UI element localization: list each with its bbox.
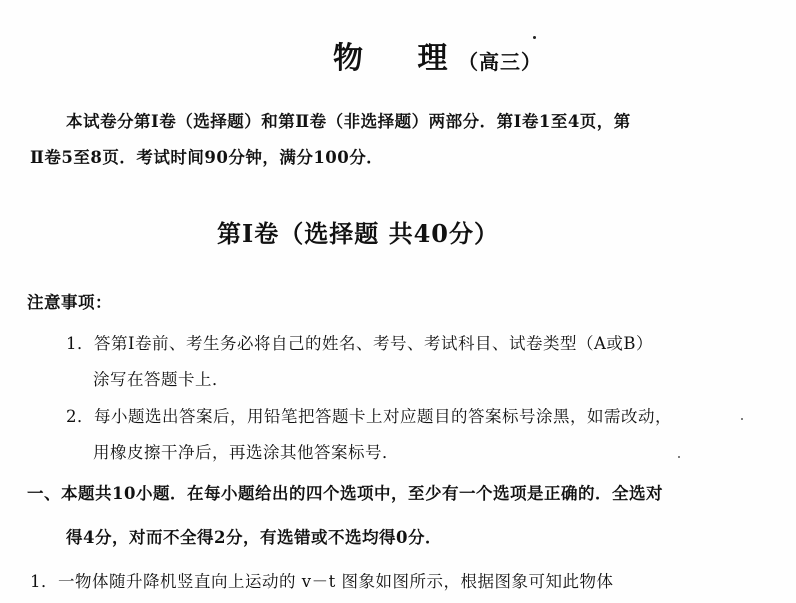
question-1-text: 1．一物体随升降机竖直向上运动的 v－t 图象如图所示，根据图象可知此物体 [30, 572, 614, 591]
note-item-1-line-1: 1．答第Ⅰ卷前、考生务必将自己的姓名、考号、考试科目、试卷类型（A或B） [66, 334, 654, 353]
part-one-instructions-line-2: 得4分，对而不全得2分，有选错或不选均得0分． [66, 528, 442, 547]
intro-line-2: Ⅱ卷5至8页．考试时间90分钟，满分100分． [30, 148, 384, 167]
notes-heading: 注意事项： [27, 293, 112, 312]
note-item-2-line-2: 用橡皮擦干净后，再选涂其他答案标号． [93, 443, 399, 462]
note-item-1-line-2: 涂写在答题卡上． [93, 370, 229, 389]
intro-line-1: 本试卷分第Ⅰ卷（选择题）和第Ⅱ卷（非选择题）两部分．第Ⅰ卷1至4页，第 [66, 112, 631, 131]
print-speck [741, 418, 743, 420]
print-speck [678, 456, 680, 458]
section-title: 第Ⅰ卷（选择题 共40分） [217, 219, 499, 248]
page-title: 物 理 [333, 41, 470, 76]
page-subtitle: （高三） [458, 50, 542, 74]
note-item-2-line-1: 2．每小题选出答案后，用铅笔把答题卡上对应题目的答案标号涂黑，如需改动， [66, 407, 672, 426]
print-speck [533, 36, 536, 39]
part-one-instructions-line-1: 一、本题共10小题．在每小题给出的四个选项中，至少有一个选项是正确的．全选对 [27, 484, 663, 503]
